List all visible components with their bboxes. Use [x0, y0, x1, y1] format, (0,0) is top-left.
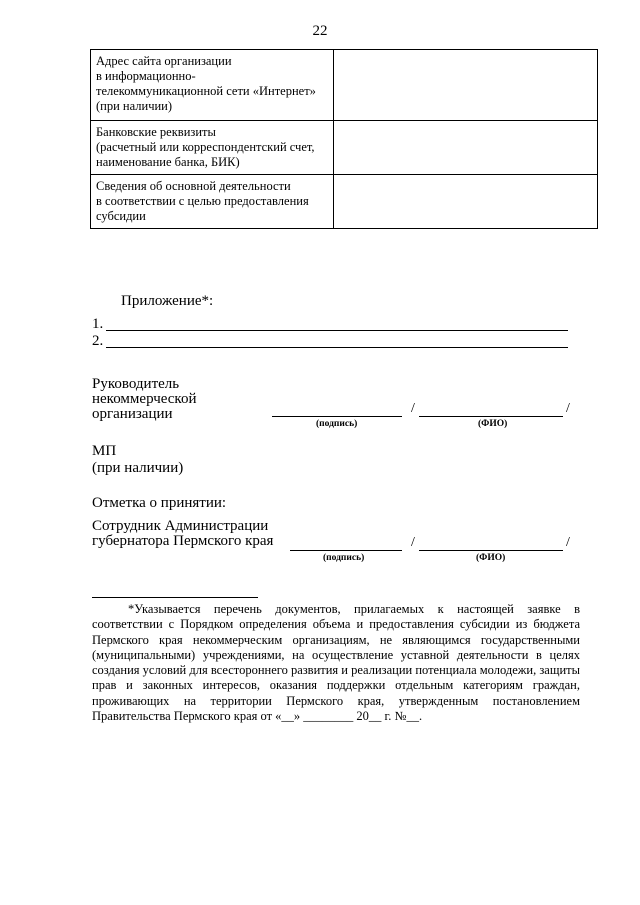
row-value-bank[interactable] [334, 121, 598, 175]
attachment-line-2[interactable] [106, 347, 568, 348]
table-row [91, 175, 598, 229]
row-value-activity[interactable] [334, 175, 598, 229]
table-row [91, 50, 598, 121]
employee-label: Сотрудник Администрации губернатора Пермского края [92, 518, 274, 549]
employee-name-line[interactable] [419, 550, 563, 551]
attachment-number-1: 1. [92, 316, 104, 332]
employee-name-caption: (ФИО) [476, 553, 506, 563]
footnote: *Указывается перечень документов, прилагаемых к настоящей заявке в соответствии с Порядком определения объема и предоставления субсидии из бюджета Пермского края некоммерческим организациям, не являющимся государственными (муниципальными) учреждениями, на осуществление уставной деятельности в целях создания условий для всестороннего развития и реализации потенциала молодежи, защиты прав и законных интересов, оказания поддержки отдельным категориям граждан, проживающих на территории Пермского края, утвержденным постановлением Правительства Пермского края от «__» ________ 20__ г. №__. [92, 602, 581, 724]
row-value-website[interactable] [334, 50, 598, 121]
head-name-caption: (ФИО) [478, 419, 508, 429]
acceptance-title: Отметка о принятии: [92, 495, 227, 511]
head-sign-caption: (подпись) [316, 419, 358, 429]
table-row [91, 121, 598, 175]
head-label: Руководитель некоммерческой организации [92, 376, 197, 422]
slash: / [411, 401, 415, 416]
footnote-rule [92, 597, 258, 598]
slash: / [566, 401, 570, 416]
row-label-website: Адрес сайта организации в информационно- телекоммуникационной сети «Интернет» (при наличии) [91, 50, 334, 121]
slash: / [566, 535, 570, 550]
attachments-title: Приложение*: [121, 293, 214, 309]
employee-sign-caption: (подпись) [323, 553, 365, 563]
row-label-bank: Банковские реквизиты (расчетный или корреспондентский счет, наименование банка, БИК) [91, 121, 334, 175]
organization-info-table [90, 49, 598, 229]
employee-signature-line[interactable] [290, 550, 402, 551]
head-name-line[interactable] [419, 416, 563, 417]
attachment-line-1[interactable] [106, 330, 568, 331]
page-number: 22 [312, 23, 328, 39]
slash: / [411, 535, 415, 550]
attachment-number-2: 2. [92, 333, 104, 349]
seal-mark: МП [92, 443, 117, 459]
head-signature-line[interactable] [272, 416, 402, 417]
row-label-activity: Сведения об основной деятельности в соответствии с целью предоставления субсидии [91, 175, 334, 229]
seal-note: (при наличии) [92, 460, 184, 476]
